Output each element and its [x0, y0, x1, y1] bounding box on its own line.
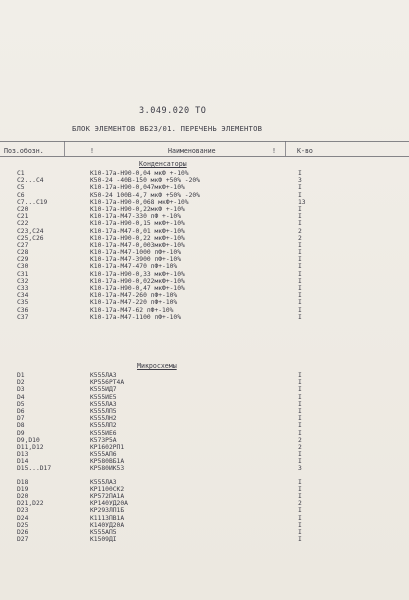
position-designator: C30 [17, 263, 29, 271]
position-designator: C22 [17, 220, 29, 228]
component-name: К555АП6 [90, 451, 117, 459]
header-designation: Поз.обозн. [4, 147, 44, 155]
component-name: К10-17а-Н90-0,068 мкФ+-10% [90, 198, 189, 206]
header-separator-2: ! [272, 147, 276, 155]
header-separator-1: ! [90, 147, 94, 155]
component-name: К50-24 -40В-150 мкФ +50% -20% [90, 177, 200, 185]
list-item [0, 437, 409, 444]
list-item [0, 522, 409, 529]
position-designator: C32 [17, 277, 29, 285]
list-item [0, 408, 409, 415]
component-quantity: I [298, 256, 302, 264]
position-designator: D9,D10 [17, 436, 40, 444]
list-item [0, 206, 409, 213]
component-name: К1113ПВ1А [90, 514, 125, 522]
component-quantity: I [298, 478, 302, 486]
list-item [0, 314, 409, 321]
component-name: К10-17а-М47-0,003мкФ+-10% [90, 241, 185, 249]
component-quantity: I [298, 514, 302, 522]
list-item [0, 228, 409, 235]
component-quantity: I [298, 451, 302, 459]
position-designator: C23,C24 [17, 227, 44, 235]
component-name: К10-17а-М47-1000 пФ+-10% [90, 249, 181, 257]
list-item [0, 465, 409, 472]
position-designator: C33 [17, 285, 29, 292]
position-designator: D23 [17, 507, 29, 515]
position-designator: C29 [17, 256, 29, 264]
component-quantity: I [298, 241, 302, 249]
list-item [0, 199, 409, 206]
position-designator: D21,D22 [17, 500, 44, 508]
component-quantity: I [298, 277, 302, 285]
list-item [0, 515, 409, 522]
component-quantity: I [298, 220, 302, 228]
position-designator: D18 [17, 478, 29, 486]
list-item [0, 415, 409, 422]
component-name: КР1602РП1 [90, 443, 125, 451]
component-quantity: I [298, 292, 302, 300]
list-item [0, 256, 409, 263]
list-item [0, 263, 409, 270]
capacitors-list [0, 170, 409, 321]
microcircuits-list [0, 372, 409, 543]
position-designator: C31 [17, 270, 29, 278]
component-quantity: 2 [298, 234, 302, 242]
position-designator: C5 [17, 184, 25, 192]
component-quantity: I [298, 372, 302, 379]
list-item [0, 170, 409, 177]
position-designator: C20 [17, 205, 29, 213]
position-designator: D5 [17, 400, 25, 408]
position-designator: C36 [17, 306, 29, 314]
component-name: КР580ИК53 [90, 465, 125, 473]
component-name: К10-17а-Н90-0,04 мкФ +-10% [90, 170, 189, 177]
component-name: К555ЛА3 [90, 400, 117, 408]
list-item [0, 184, 409, 191]
component-quantity: I [298, 249, 302, 257]
position-designator: C37 [17, 313, 29, 321]
position-designator: D1 [17, 372, 25, 379]
component-name: К10-17а-Н90-0,33 мкФ+-10% [90, 270, 185, 278]
list-item [0, 430, 409, 437]
position-designator: C6 [17, 191, 25, 199]
position-designator: C35 [17, 299, 29, 307]
position-designator: C21 [17, 213, 29, 221]
component-name: К555ИЕ5 [90, 393, 117, 401]
position-designator: D15...D17 [17, 465, 52, 473]
list-item [0, 249, 409, 256]
component-name: К10-17а-М47-1100 пФ+-10% [90, 313, 181, 321]
component-name: К10-17а-М47-3900 пФ+-10% [90, 256, 181, 264]
component-name: К555ЛН2 [90, 415, 117, 423]
list-item [0, 458, 409, 465]
list-item [0, 386, 409, 393]
component-name: К555ЛП2 [90, 422, 117, 430]
component-name: К140УД20А [90, 521, 125, 529]
list-item [0, 536, 409, 543]
list-item [0, 278, 409, 285]
list-item [0, 299, 409, 306]
position-designator: D26 [17, 528, 29, 536]
position-designator: D11,D12 [17, 443, 44, 451]
component-name: К555ЛП5 [90, 407, 117, 415]
position-designator: C28 [17, 249, 29, 257]
list-item [0, 235, 409, 242]
component-name: КР580ВБ1А [90, 458, 125, 466]
list-item [0, 220, 409, 227]
position-designator: C27 [17, 241, 29, 249]
position-designator: D6 [17, 407, 25, 415]
list-item [0, 379, 409, 386]
component-quantity: I [298, 313, 302, 321]
position-designator: D9 [17, 429, 25, 437]
component-quantity: I [298, 458, 302, 466]
component-name: К10-17а-Н90-0,047мкФ+-10% [90, 184, 185, 192]
position-designator: D14 [17, 458, 29, 466]
component-quantity: 13 [298, 198, 306, 206]
component-name: К10-17а-Н90-0,15 мкФ+-10% [90, 220, 185, 228]
component-quantity: 2 [298, 443, 302, 451]
component-quantity: I [298, 299, 302, 307]
component-quantity: I [298, 170, 302, 177]
component-quantity: I [298, 285, 302, 292]
list-item [0, 422, 409, 429]
component-quantity: I [298, 400, 302, 408]
list-item [0, 401, 409, 408]
component-name: К555ЛА3 [90, 478, 117, 486]
section-title-capacitors: Конденсаторы [139, 160, 187, 168]
position-designator: C7...C19 [17, 198, 48, 206]
list-item [0, 444, 409, 451]
position-designator: D19 [17, 485, 29, 493]
component-name: КР556РТ4А [90, 379, 125, 387]
position-designator: C25,C26 [17, 234, 44, 242]
component-name: К10-17а-М47-62 пФ+-10% [90, 306, 174, 314]
list-item [0, 451, 409, 458]
column-divider-1 [64, 141, 65, 156]
header-top-rule [0, 141, 409, 142]
component-name: К10-17а-Н90-0,22мкФ +-10% [90, 205, 185, 213]
component-quantity: I [298, 485, 302, 493]
header-name: Наименование [168, 147, 216, 155]
component-quantity: I [298, 379, 302, 387]
list-item [0, 292, 409, 299]
position-designator: D7 [17, 415, 25, 423]
column-divider-2 [285, 141, 286, 156]
list-item [0, 213, 409, 220]
list-item [0, 372, 409, 379]
list-item [0, 271, 409, 278]
component-quantity: 2 [298, 436, 302, 444]
component-name: КР1100СК2 [90, 485, 125, 493]
component-quantity: I [298, 205, 302, 213]
component-quantity: 3 [298, 465, 302, 473]
component-quantity: I [298, 493, 302, 500]
list-item [0, 192, 409, 199]
component-quantity: I [298, 386, 302, 394]
document-title: БЛОК ЭЛЕМЕНТОВ ВБ23/01. ПЕРЕЧЕНЬ ЭЛЕМЕНТОВ [72, 124, 263, 133]
component-name: К10-17а-М47-0,01 мкФ+-10% [90, 227, 185, 235]
component-name: К10-17а-М47-260 пФ+-10% [90, 292, 178, 300]
position-designator: D4 [17, 393, 25, 401]
list-item [0, 486, 409, 493]
component-name: КР293ЛП1Б [90, 507, 125, 515]
component-quantity: I [298, 407, 302, 415]
component-name: КР140УД20А [90, 500, 128, 508]
section-title-microcircuits: Микросхемы [137, 362, 177, 370]
component-quantity: I [298, 507, 302, 515]
component-name: К555ИЕ6 [90, 429, 117, 437]
position-designator: C2...C4 [17, 177, 44, 185]
list-item [0, 285, 409, 292]
list-item [0, 507, 409, 514]
position-designator: D20 [17, 493, 29, 500]
list-item [0, 493, 409, 500]
component-name: К555ЛА3 [90, 372, 117, 379]
position-designator: D24 [17, 514, 29, 522]
component-name: К1509ДI [90, 536, 117, 544]
header-bottom-rule [0, 156, 409, 157]
component-quantity: I [298, 528, 302, 536]
position-designator: C34 [17, 292, 29, 300]
position-designator: D3 [17, 386, 25, 394]
list-item [0, 242, 409, 249]
component-quantity: I [298, 422, 302, 430]
document-code: 3.049.020 ТО [139, 106, 207, 116]
component-quantity: I [298, 263, 302, 271]
component-name: К10-17а-М47-330 пФ +-10% [90, 213, 181, 221]
position-designator: D2 [17, 379, 25, 387]
component-name: К10-17а-М47-220 пФ+-10% [90, 299, 178, 307]
header-qty: К-во [297, 147, 313, 155]
component-name: К10-17а-Н90-0,22 мкФ+-10% [90, 234, 185, 242]
position-designator: D25 [17, 521, 29, 529]
component-quantity: I [298, 393, 302, 401]
component-quantity: I [298, 521, 302, 529]
component-quantity: I [298, 429, 302, 437]
component-quantity: I [298, 213, 302, 221]
list-item [0, 479, 409, 486]
component-name: К10-17а-Н90-0,47 мкФ+-10% [90, 285, 185, 292]
component-quantity: 2 [298, 227, 302, 235]
position-designator: C1 [17, 170, 25, 177]
component-quantity: I [298, 191, 302, 199]
component-quantity: I [298, 184, 302, 192]
component-name: КР572ПА1А [90, 493, 125, 500]
position-designator: D27 [17, 536, 29, 544]
component-name: К555АП5 [90, 528, 117, 536]
component-name: К10-17а-Н90-0,022мкФ+-10% [90, 277, 185, 285]
component-name: К10-17а-М47-470 пФ+-10% [90, 263, 178, 271]
position-designator: D13 [17, 451, 29, 459]
list-item [0, 307, 409, 314]
list-item [0, 500, 409, 507]
component-name: К555ИД7 [90, 386, 117, 394]
component-quantity: I [298, 415, 302, 423]
component-quantity: I [298, 306, 302, 314]
component-quantity: 2 [298, 500, 302, 508]
position-designator: D8 [17, 422, 25, 430]
component-quantity: I [298, 270, 302, 278]
component-name: К50-24 100В-4,7 мкФ +50% -20% [90, 191, 200, 199]
list-item [0, 177, 409, 184]
component-name: К573Р5А [90, 436, 117, 444]
list-item [0, 529, 409, 536]
component-quantity: I [298, 536, 302, 544]
list-item [0, 394, 409, 401]
component-quantity: 3 [298, 177, 302, 185]
